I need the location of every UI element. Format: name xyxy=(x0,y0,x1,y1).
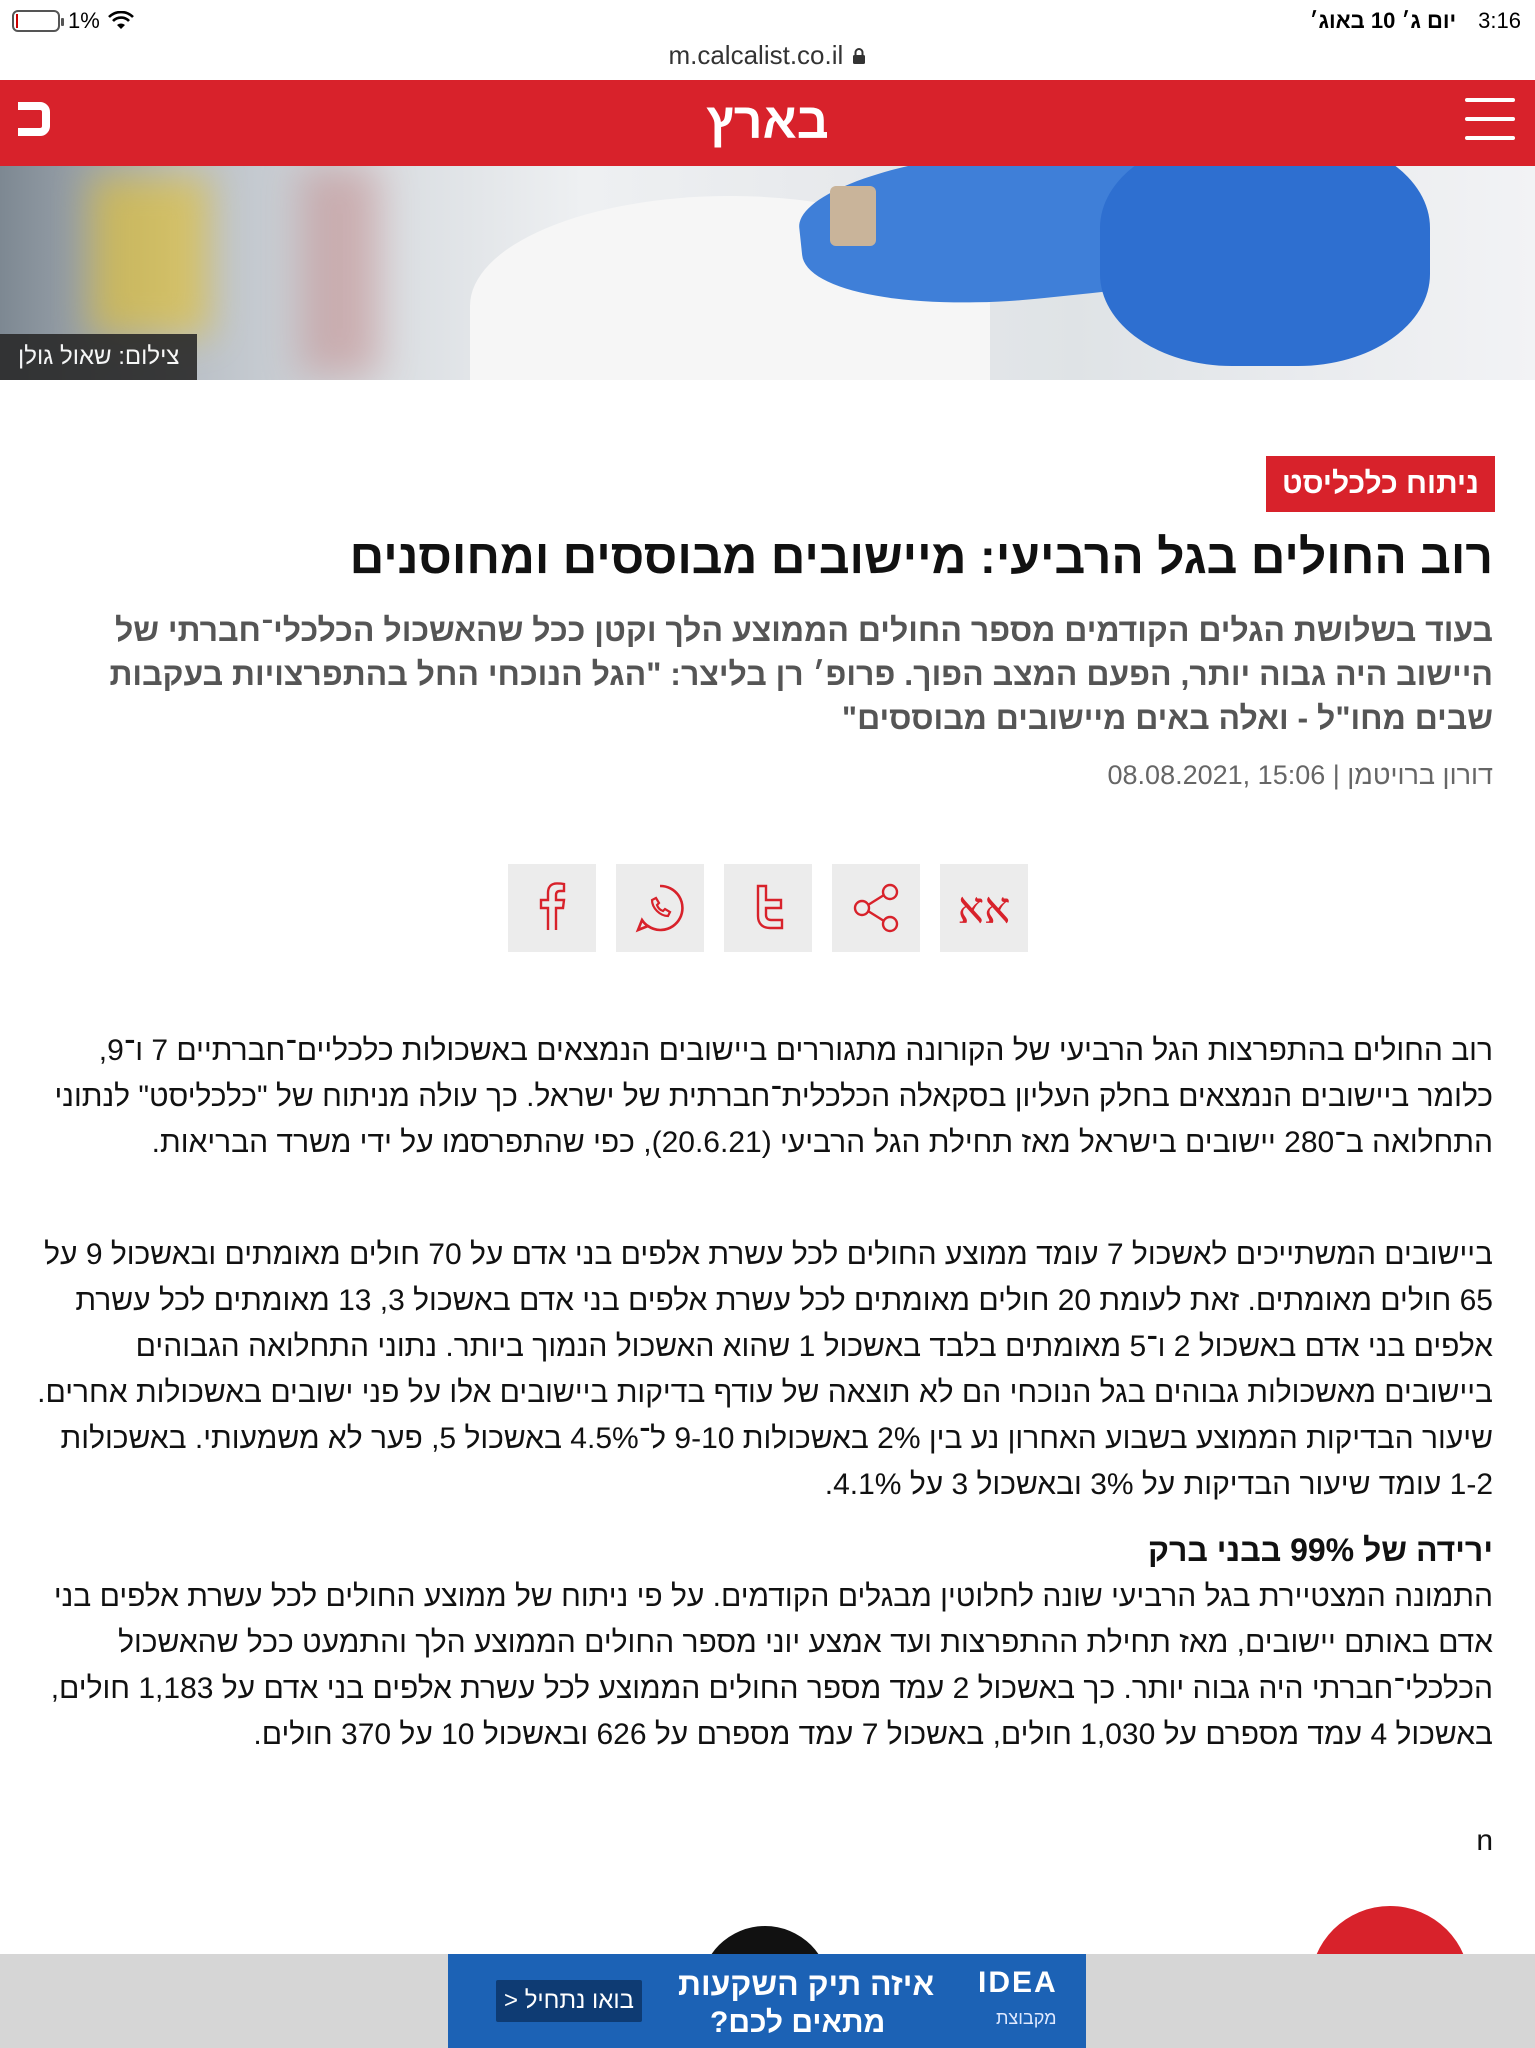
font-size-icon: אא xyxy=(957,883,1011,933)
section-heading: ירידה של 99% בבני ברק xyxy=(1148,1532,1493,1568)
address-bar[interactable] xyxy=(0,38,1535,80)
share-bar xyxy=(508,864,1028,952)
facebook-icon xyxy=(522,878,582,938)
twitter-icon xyxy=(738,878,798,938)
status-right xyxy=(1310,8,1521,34)
section-title[interactable]: בארץ xyxy=(706,93,829,149)
whatsapp-icon xyxy=(630,878,690,938)
lock-icon xyxy=(851,47,867,65)
category-tag[interactable]: ניתוח כלכליסט xyxy=(1266,456,1495,512)
wifi-icon xyxy=(108,11,134,31)
whatsapp-share-button[interactable] xyxy=(616,864,704,952)
stray-text: n xyxy=(1476,1824,1493,1857)
status-date: יום ג׳ 10 באוג׳ xyxy=(1309,8,1457,33)
battery-icon xyxy=(12,10,60,32)
ad-headline-1: איזה תיק השקעות xyxy=(678,1966,935,2002)
hamburger-menu-icon[interactable] xyxy=(1465,98,1515,142)
battery-percent: 1% xyxy=(68,8,100,33)
ad-cta-button[interactable]: בואו נתחיל < xyxy=(496,1980,642,2022)
article-title: רוב החולים בגל הרביעי: מיישובים מבוססים ומחוסנים xyxy=(349,531,1493,584)
hero-image xyxy=(0,166,1535,380)
ad-banner[interactable] xyxy=(448,1954,1086,2048)
twitter-share-button[interactable] xyxy=(724,864,812,952)
status-bar xyxy=(0,0,1535,42)
share-button[interactable] xyxy=(832,864,920,952)
paragraph-3: התמונה המצטיירת בגל הרביעי שונה לחלוטין מבגלים הקודמים. על פי ניתוח של ממוצע החולים לכל עשרת אלפים בני אדם באותם יישובים, מאז תחילת ההתפרצות ועד אמצע יוני מספר החולים הממוצע הלך והתמעט ככל שהאשכול הכלכלי־חברתי היה גבוה יותר. כך באשכול 2 עמד מספר החולים הממוצע לכל עשרת אלפים בני אדם על 1,183 חולים, באשכול 4 עמד מספרם על 1,030 חולים, באשכול 7 עמד מספרם על 626 ובאשכול 10 על 370 חולים. xyxy=(50,1580,1493,1751)
status-left xyxy=(12,8,134,34)
ad-brand-sub: מקבוצת xyxy=(996,2008,1057,2028)
url-text: m.calcalist.co.il xyxy=(668,40,844,70)
ad-banner-area xyxy=(0,1954,1535,2048)
paragraph-2: ביישובים המשתייכים לאשכול 7 עומד ממוצע החולים לכל עשרת אלפים בני אדם על 70 חולים מאומתים ובאשכול 9 על 65 חולים מאומתים. זאת לעומת 20 חולים מאומתים לכל עשרת אלפים בני אדם באשכול 3, 13 מאומתים לכל עשרת אלפים בני אדם באשכול 2 ו־5 מאומתים בלבד באשכול 1 שהוא האשכול הנמוך ביותר. נתוני התחלואה הגבוהים ביישובים מאשכולות גבוהים בגל הנוכחי הם לא תוצאה של עודף בדיקות ביישובים אלו על פני ישובים באשכולות אחרים. שיעור הבדיקות הממוצע בשבוע האחרון נע בין 2% באשכולות 9-10 ל־4.5% באשכול 5, פער לא משמעותי. באשכולות 1-2 עומד שיעור הבדיקות על 3% ובאשכול 3 על 4.1%. xyxy=(37,1238,1493,1501)
ad-headline-2: מתאים לכם? xyxy=(710,2006,886,2039)
ad-brand-logo: IDEA xyxy=(978,1966,1058,1999)
status-time: 3:16 xyxy=(1478,8,1521,33)
article-subtitle: בעוד בשלושת הגלים הקודמים מספר החולים הממוצע הלך וקטן ככל שהאשכול הכלכלי־חברתי של היישוב היה גבוה יותר, הפעם המצב הפוך. פרופ׳ רן בליצר: "הגל הנוכחי החל בהתפרצויות בעקבות שבים מחו"ל - ואלה באים מיישובים מבוססים" xyxy=(109,612,1493,736)
facebook-share-button[interactable] xyxy=(508,864,596,952)
article-byline: דורון ברויטמן | 15:06 ,08.08.2021 xyxy=(1107,760,1493,790)
paragraph-1: רוב החולים בהתפרצות הגל הרביעי של הקורונה מתגוררים ביישובים הנמצאים באשכולות כלכליים־חברתיים 7 ו־9, כלומר ביישובים הנמצאים בחלק העליון בסקאלה הכלכלית־חברתית של ישראל. כך עולה מניתוח של "כלכליסט" לנתוני התחלואה ב־280 יישובים בישראל מאז תחילת הגל הרביעי (20.6.21), כפי שהתפרסמו על ידי משרד הבריאות. xyxy=(54,1034,1493,1159)
site-header xyxy=(0,80,1535,166)
photo-credit: צילום: שאול גולן xyxy=(0,334,197,380)
font-size-button[interactable] xyxy=(940,864,1028,952)
share-icon xyxy=(846,878,906,938)
